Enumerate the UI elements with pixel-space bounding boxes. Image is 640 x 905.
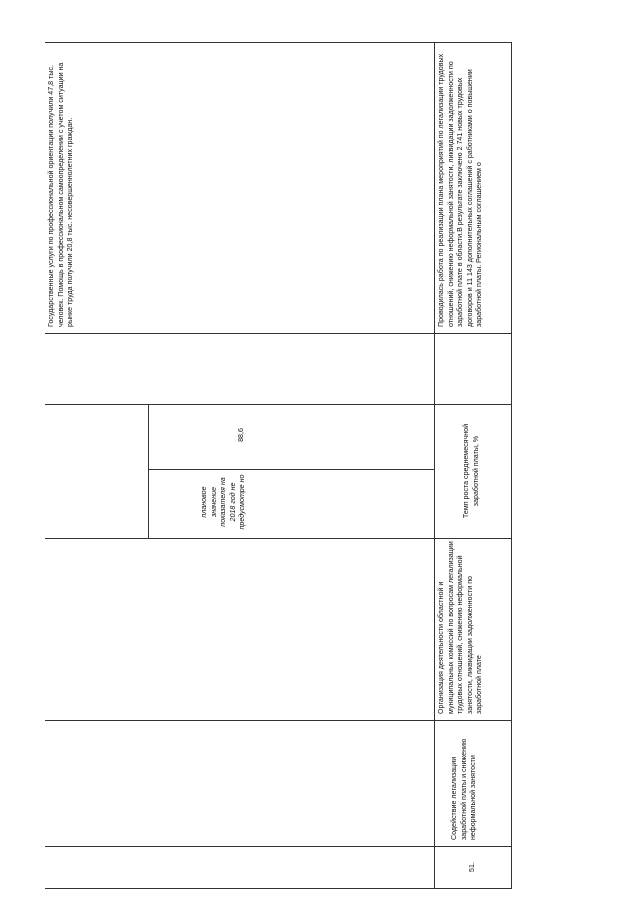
table-border-bottom [45,888,511,889]
indicator-text: Темп роста среднемесячной заработной платы, % [462,423,480,519]
top-results-text: Государственные услуги по профессиональной ориентации получили 47,8 тыс. человек. Помощь в профессиональном самоопределении с учетом ситуации на рынке труда получили 20,8 тыс. несовершеннолетних граждан. [47,62,75,327]
column-divider-value [45,404,511,405]
column-divider-results [45,333,511,334]
column-divider-activity [45,720,511,721]
row-results-text: Проводилась работа по реализации плана мероприятий по легализации трудовых отношений, снижению неформальной занятости, ликвидации задолженности по заработной плате в области.В результате заключено 2 741 новых трудовых договоров и 11 143 дополнительных соглашений с работниками о повышении заработной платы. Региональным соглашением о [437,53,484,327]
column-divider-task [45,846,511,847]
activity-text: Организация деятельности областной и муниципальных комиссий по вопросам легализации трудовых отношений, снижению неформальной занятости, ликвидации задолженности по заработной плате [437,541,484,714]
planned-value-note: плановое значение показателя на 2018 год не предусмотре но [200,474,247,530]
column-divider-indicator-inner [148,469,434,470]
indicator-value: 88,6 [237,428,245,442]
indicator-subcell-divider [148,404,149,538]
row-number: 51. [468,862,476,872]
task-text: Содействие легализации заработной платы и снижению неформальной занятости [450,738,478,840]
row-divider [434,42,435,889]
table-border-right [511,42,512,889]
